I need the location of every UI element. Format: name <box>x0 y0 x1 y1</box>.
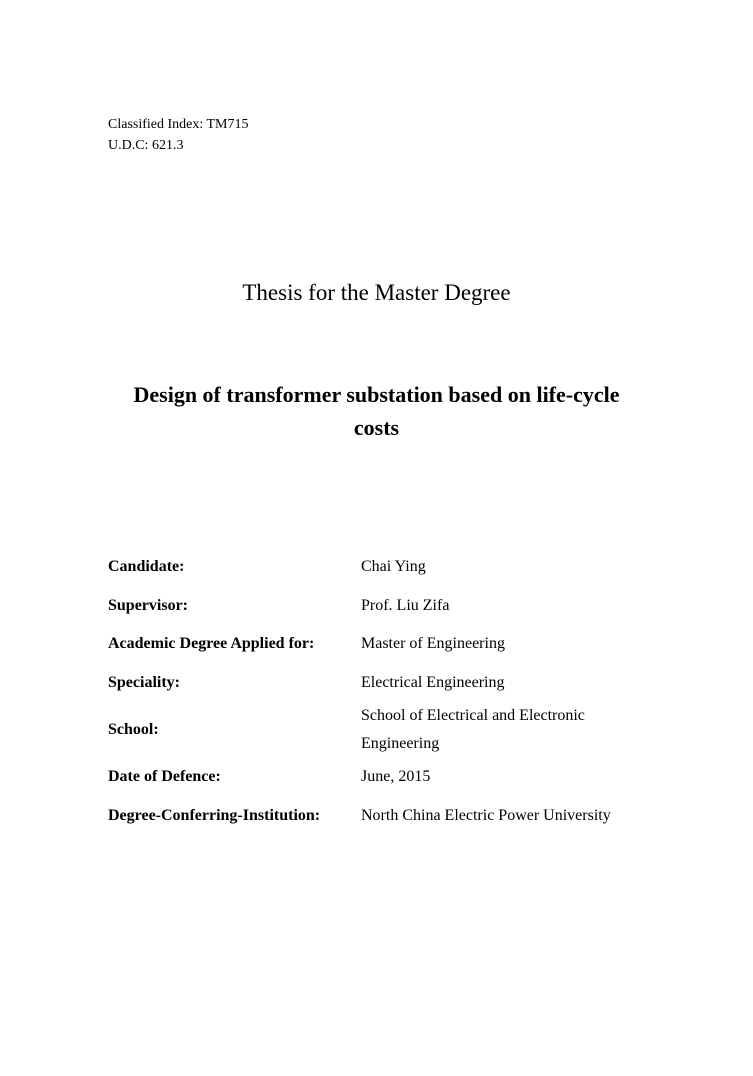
info-row-degree <box>108 625 668 664</box>
school-label: School: <box>108 721 159 738</box>
thesis-title-line-1: Design of transformer substation based on life-cycle <box>133 382 620 407</box>
degree-value: Master of Engineering <box>361 635 505 653</box>
classification-block <box>108 114 249 156</box>
institution-label: Degree-Conferring-Institution: <box>108 806 321 824</box>
info-row-supervisor <box>108 587 668 626</box>
speciality-value: Electrical Engineering <box>361 673 505 691</box>
candidate-label: Candidate: <box>108 558 185 576</box>
info-row-speciality <box>108 664 668 703</box>
info-row-institution <box>108 797 668 836</box>
thesis-title-line-2: costs <box>353 415 400 440</box>
speciality-label: Speciality: <box>108 673 180 691</box>
classified-index: Classified Index: TM715 <box>108 117 249 132</box>
defence-date-value: June, 2015 <box>361 768 431 786</box>
info-row-school <box>108 702 668 758</box>
thesis-title <box>0 378 753 444</box>
supervisor-value: Prof. Liu Zifa <box>361 596 450 614</box>
supervisor-label: Supervisor: <box>108 596 188 614</box>
thesis-type-heading: Thesis for the Master Degree <box>242 280 511 305</box>
school-value-line-2: Engineering <box>361 735 440 752</box>
udc-code: U.D.C: 621.3 <box>108 138 184 153</box>
institution-value: North China Electric Power University <box>361 806 611 824</box>
school-value-line-1: School of Electrical and Electronic <box>361 707 585 724</box>
info-row-defence-date <box>108 758 668 797</box>
degree-label: Academic Degree Applied for: <box>108 635 315 653</box>
candidate-value: Chai Ying <box>361 558 426 576</box>
info-row-candidate <box>108 548 668 587</box>
thesis-info-table <box>108 548 668 835</box>
school-value <box>361 702 668 758</box>
defence-date-label: Date of Defence: <box>108 768 221 786</box>
